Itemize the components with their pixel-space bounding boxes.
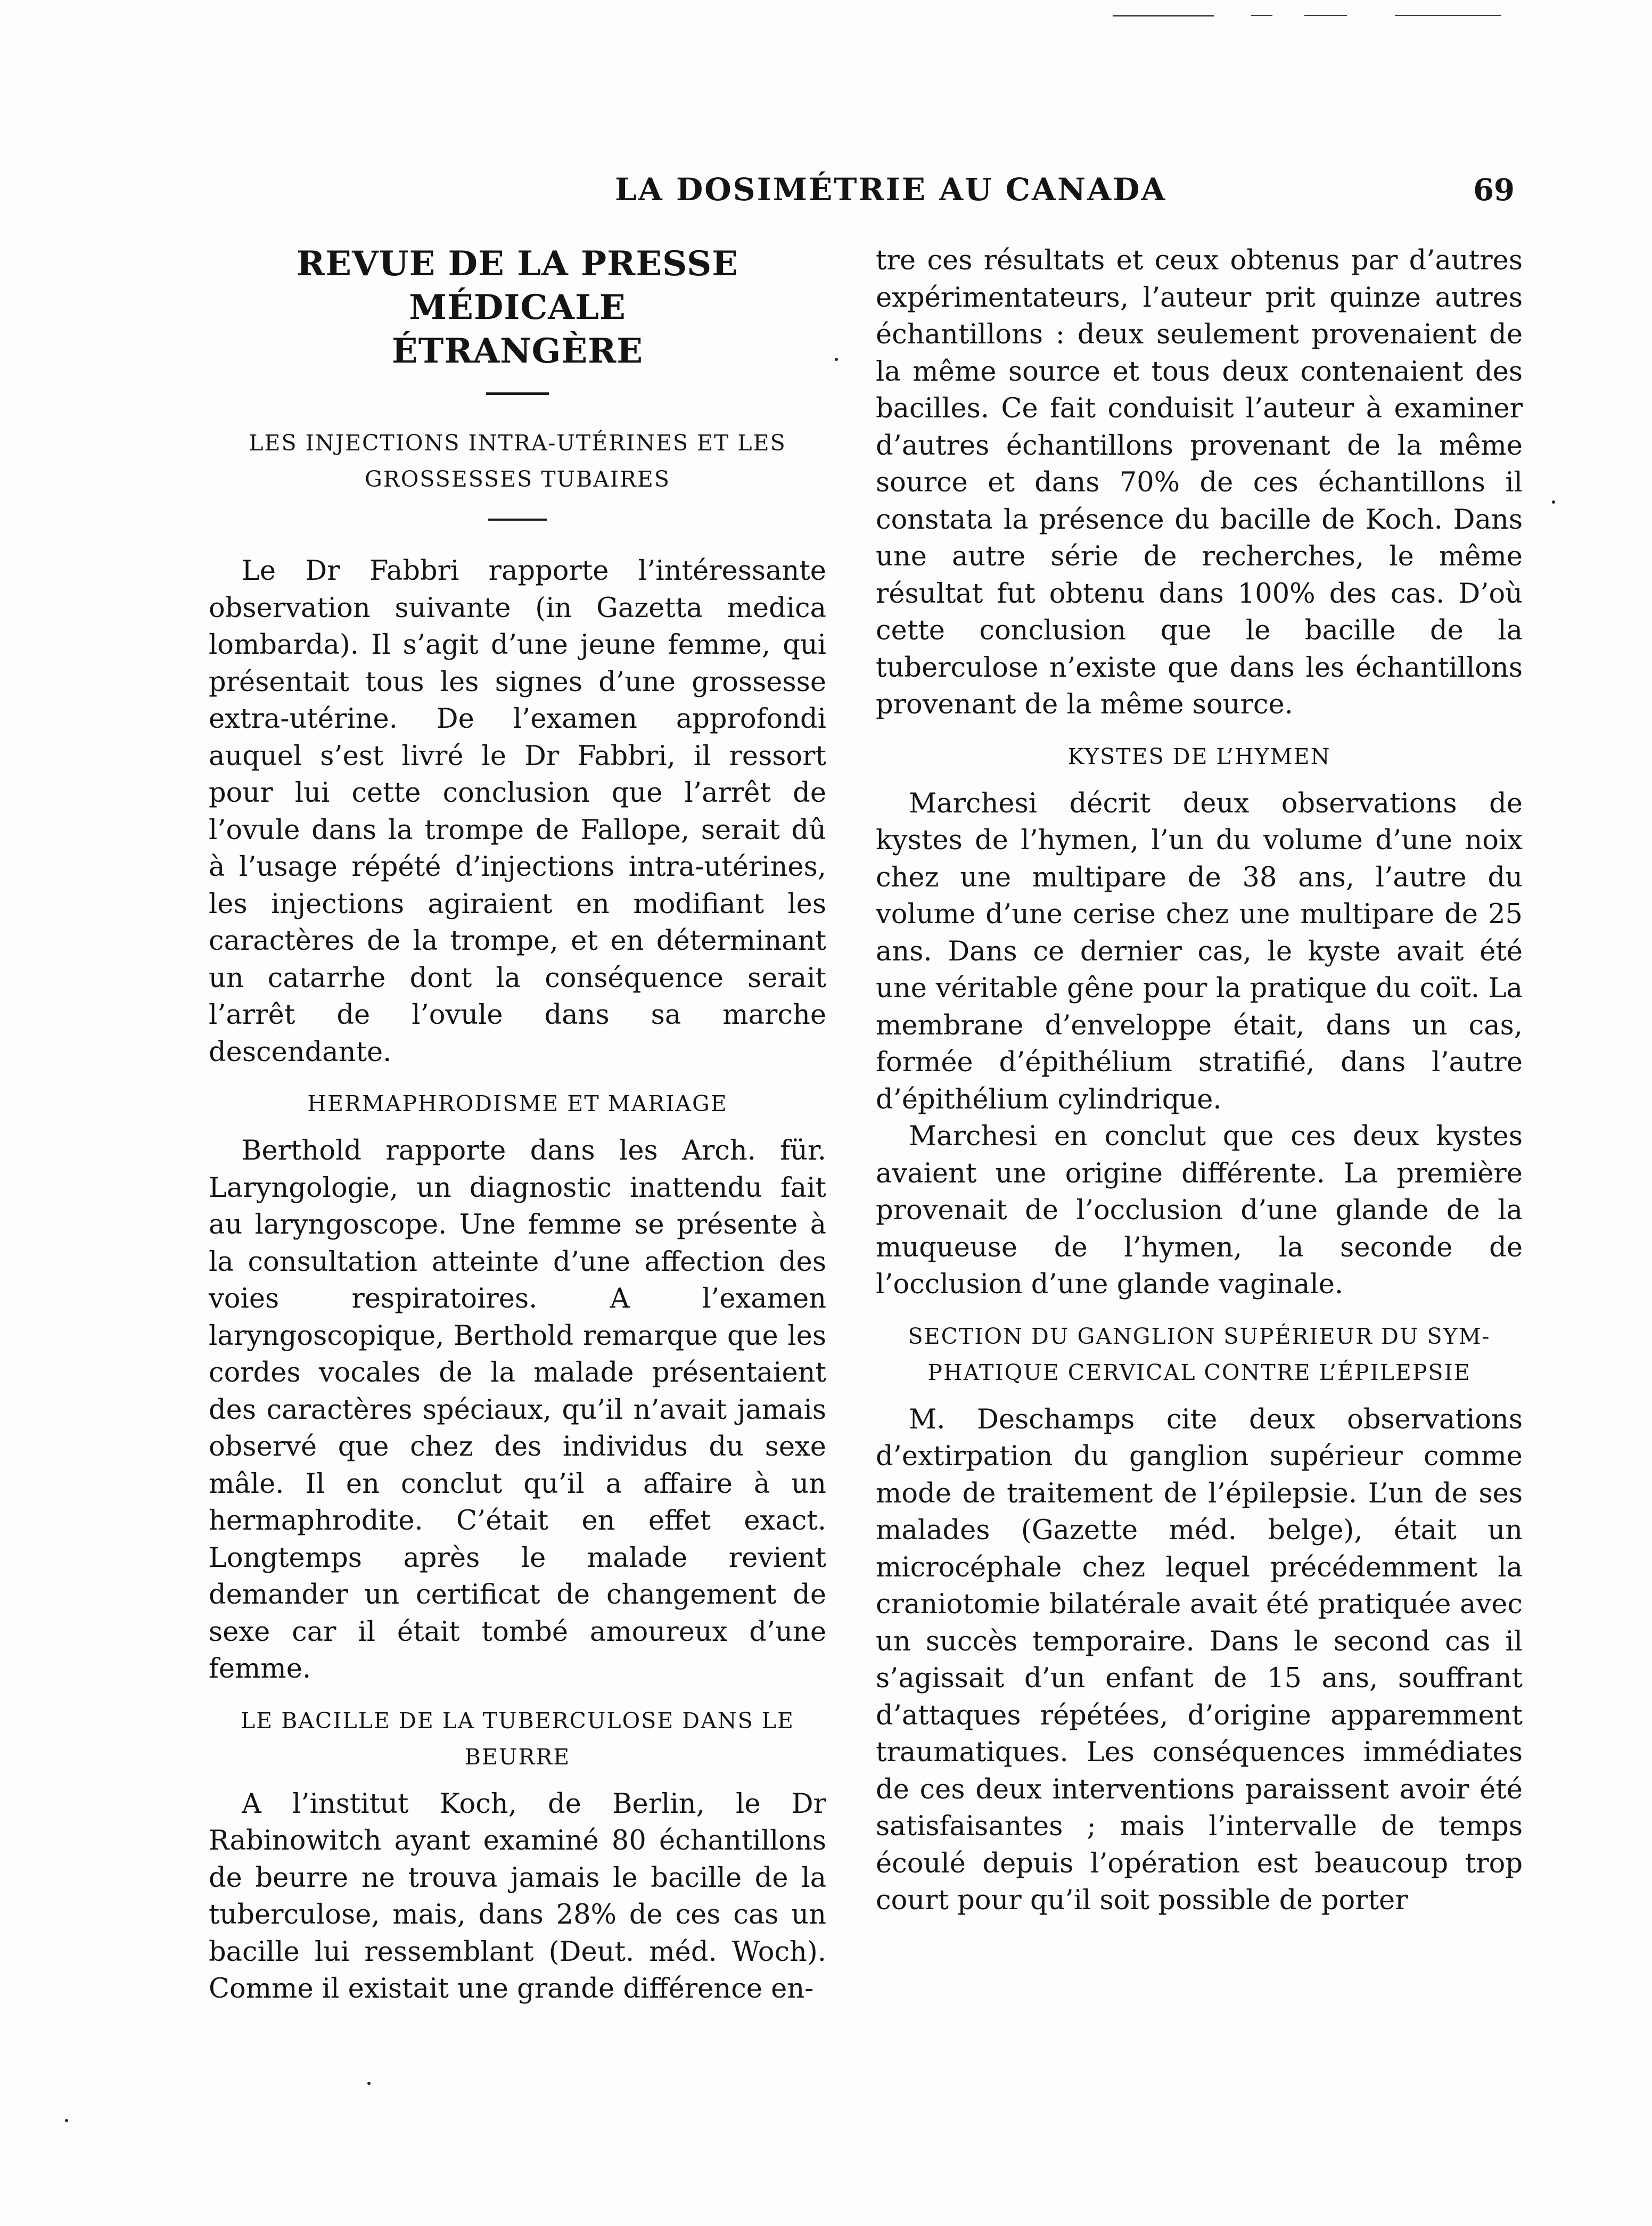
section-heading-injections	[209, 425, 826, 497]
paragraph: A l’institut Koch, de Berlin, le Dr Rabinowitch ayant examiné 80 échantillons de beurre ne trouva jamais le bacille de la tuberculose, mais, dans 28% de ces cas un bacille lui ressemblant (Deut. méd. Woch). Comme il existait une grande différence en-	[209, 1788, 826, 2005]
title-rule	[486, 392, 549, 395]
heading-line: GROSSESSES TUBAIRES	[365, 466, 670, 492]
heading-line: SECTION DU GANGLION SUPÉRIEUR DU SYM-	[908, 1323, 1491, 1349]
speck	[835, 358, 838, 361]
scan-mark	[1113, 15, 1214, 17]
section-rule	[488, 519, 547, 521]
section-heading-kystes: KYSTES DE L’HYMEN	[1067, 743, 1331, 769]
article-title-line-1: REVUE DE LA PRESSE MÉDICALE	[297, 244, 738, 327]
paragraph: M. Deschamps cite deux observations d’extirpation du ganglion supérieur comme mode de traitement de l’épilepsie. L’un de ses malades (Gazette méd. belge), était un microcéphale chez lequel précédemment la craniotomie bilatérale avait été pratiquée avec un succès temporaire. Dans le second cas il s’agissait d’un enfant de 15 ans, souffrant d’attaques répétées, d’origine apparemment traumatiques. Les conséquences immédiates de ces deux interventions paraissent avoir été satisfaisantes ; mais l’intervalle de temps écoulé depuis l’opération est beaucoup trop court pour qu’il soit possible de porter	[876, 1403, 1523, 1916]
section-heading-ganglion	[876, 1318, 1523, 1391]
paragraph: Le Dr Fabbri rapporte l’intéressante observation suivante (in Gazetta medica lombarda). Il s’agit d’une jeune femme, qui présentait tous les signes d’une grossesse extra-utérine. De l’examen approfondi auquel s’est livré le Dr Fabbri, il ressort pour lui cette conclusion que l’arrêt de l’ovule dans la trompe de Fallope, serait dû à l’usage répété d’injections intra-utérines, les injections agiraient en modifiant les caractères de la trompe, et en déterminant un catarrhe dont la conséquence serait l’arrêt de l’ovule dans sa marche descendante.	[209, 555, 826, 1068]
speck	[367, 2082, 371, 2085]
paragraph: Berthold rapporte dans les Arch. für. Laryngologie, un diagnostic inattendu fait au laryngoscope. Une femme se présente à la consultation atteinte d’une affection des voies respiratoires. A l’examen laryngoscopique, Berthold remarque que les cordes vocales de la malade présentaient des caractères spéciaux, qu’il n’avait jamais observé que chez des individus du sexe mâle. Il en conclut qu’il a affaire à un hermaphrodite. C’était en effet exact. Longtemps après le malade revient demander un certificat de changement de sexe car il était tombé amoureux d’une femme.	[209, 1135, 826, 1685]
article-title-line-2: ÉTRANGÈRE	[391, 331, 644, 371]
heading-line: LE BACILLE DE LA TUBERCULOSE DANS LE	[241, 1707, 794, 1734]
running-title: LA DOSIMÉTRIE AU CANADA	[615, 171, 1167, 208]
speck	[65, 2119, 68, 2122]
article-title	[209, 242, 826, 373]
paragraph: Marchesi décrit deux observations de kystes de l’hymen, l’un du volume d’une noix chez une multipare de 38 ans, l’autre du volume d’une cerise chez une multipare de 25 ans. Dans ce dernier cas, le kyste avait été une véritable gêne pour la pratique du coït. La membrane d’enveloppe était, dans un cas, formée d’épithélium stratifié, dans l’autre d’épithélium cylindrique.	[876, 787, 1523, 1115]
scan-mark	[1304, 15, 1347, 16]
paragraph: Marchesi en conclut que ces deux kystes avaient une origine différente. La première provenait de l’occlusion d’une glande de la muqueuse de l’hymen, la seconde de l’occlusion d’une glande vaginale.	[876, 1121, 1523, 1300]
section-heading-bacille	[209, 1703, 826, 1775]
section-heading-hermaphrodisme: HERMAPHRODISME ET MARIAGE	[307, 1091, 728, 1116]
page-header	[564, 171, 1539, 214]
heading-line: BEURRE	[464, 1744, 571, 1770]
paragraph-continued: tre ces résultats et ceux obtenus par d’autres expérimentateurs, l’auteur prit quinze autres échantillons : deux seulement provenaient de la même source et tous deux contenaient des bacilles. Ce fait conduisit l’auteur à examiner d’autres échantillons provenant de la même source et dans 70% de ces échantillons il constata la présence du bacille de Koch. Dans une autre série de recherches, le même résultat fut obtenu dans 100% des cas. D’où cette conclusion que le bacille de la tuberculose n’existe que dans les échantillons provenant de la même source.	[876, 245, 1523, 720]
page-number: 69	[1473, 173, 1515, 208]
left-column	[209, 242, 826, 2008]
heading-line: PHATIQUE CERVICAL CONTRE L’ÉPILEPSIE	[927, 1359, 1471, 1385]
heading-line: LES INJECTIONS INTRA-UTÉRINES ET LES	[249, 430, 786, 456]
scan-mark	[1395, 15, 1501, 16]
scan-mark	[1251, 15, 1272, 16]
speck	[1552, 500, 1555, 504]
right-column	[876, 242, 1523, 1919]
